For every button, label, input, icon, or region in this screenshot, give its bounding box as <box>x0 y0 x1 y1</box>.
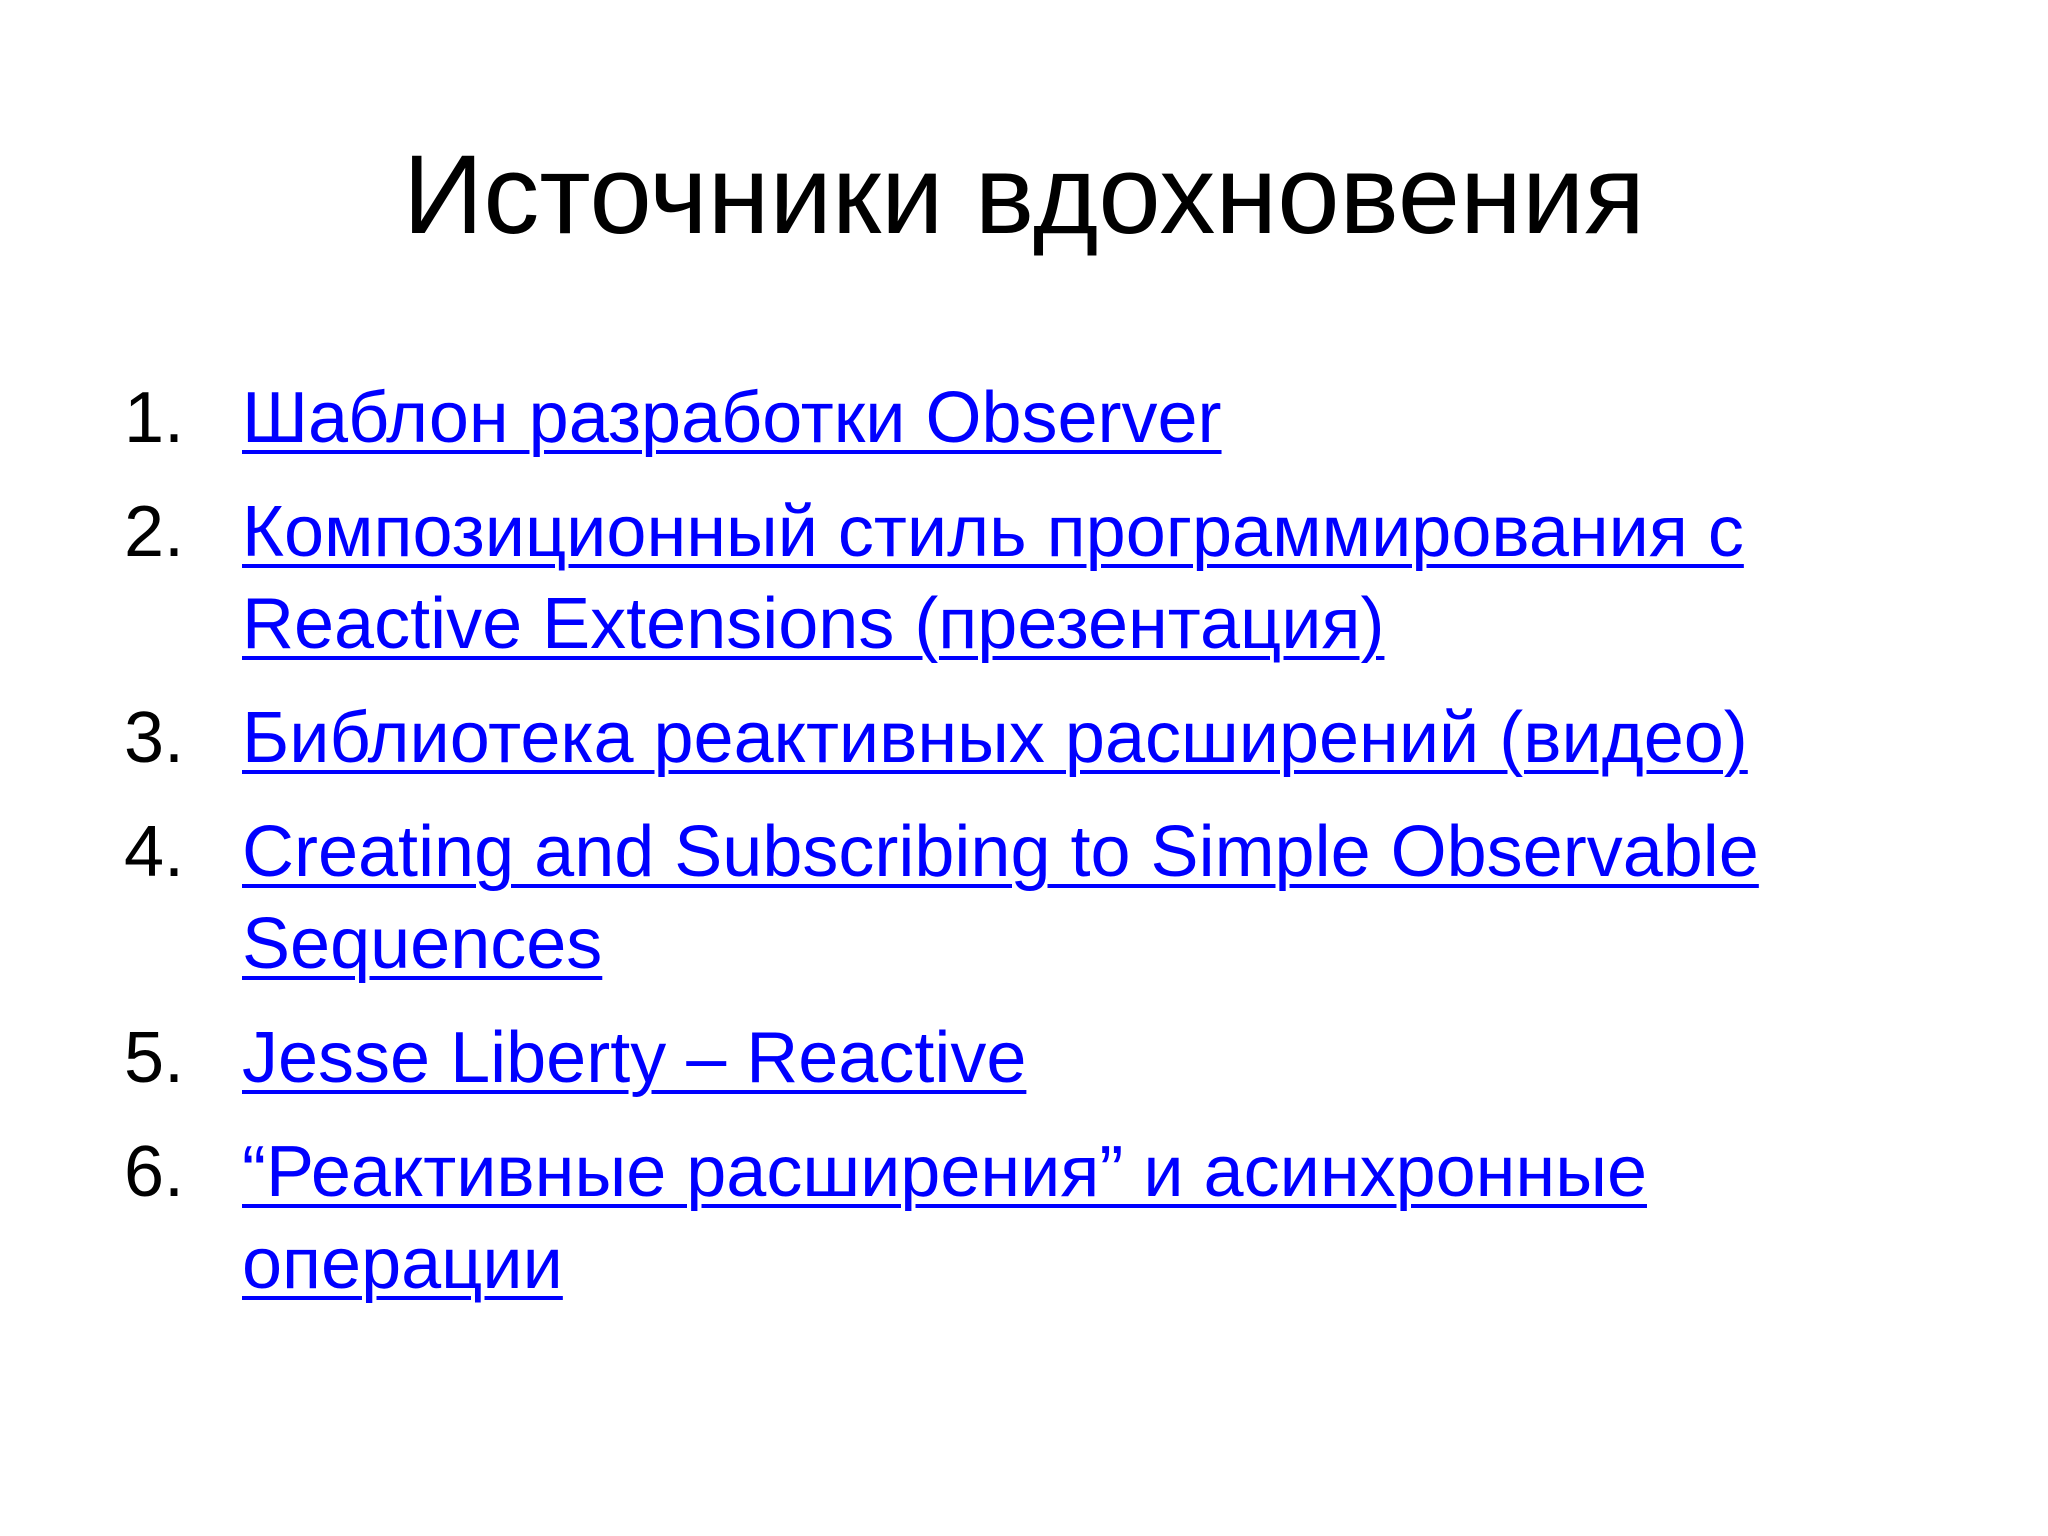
slide-title: Источники вдохновения <box>402 132 1646 257</box>
list-item <box>124 486 1944 670</box>
source-link-observer-pattern[interactable]: Шаблон разработки Observer <box>242 378 1222 458</box>
source-link-compositional-style[interactable]: Композиционный стиль программирования с Reactive Extensions (презентация) <box>242 492 1744 664</box>
list-item <box>124 692 1944 784</box>
source-link-jesse-liberty[interactable]: Jesse Liberty – Reactive <box>242 1018 1027 1098</box>
source-link-rx-library-video[interactable]: Библиотека реактивных расширений (видео) <box>242 698 1748 778</box>
list-item-number: 5. <box>124 1018 185 1098</box>
list-item <box>124 1126 1944 1310</box>
list-item-number: 3. <box>124 698 185 778</box>
sources-list <box>124 372 1944 1332</box>
source-link-creating-subscribing[interactable]: Creating and Subscribing to Simple Observable Sequences <box>242 812 1759 984</box>
list-item <box>124 372 1944 464</box>
list-item <box>124 1012 1944 1104</box>
list-item-number: 1. <box>124 378 185 458</box>
list-item-number: 2. <box>124 492 185 572</box>
list-item-number: 4. <box>124 812 185 892</box>
list-item <box>124 806 1944 990</box>
list-item-number: 6. <box>124 1132 185 1212</box>
source-link-rx-async-operations[interactable]: “Реактивные расширения” и асинхронные операции <box>242 1132 1647 1304</box>
